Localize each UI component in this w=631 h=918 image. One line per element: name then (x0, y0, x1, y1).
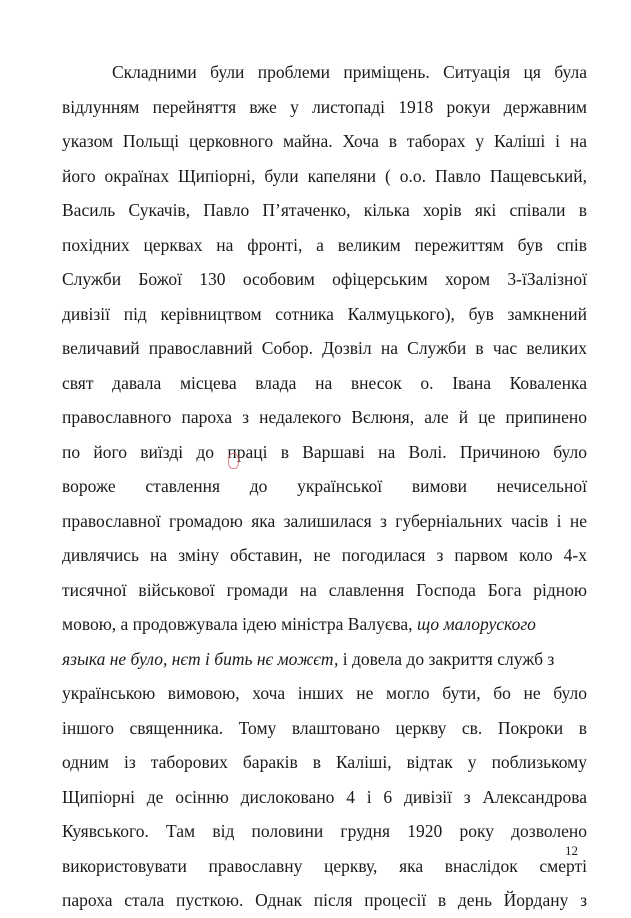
text-line: Куявського. Там від половини грудня 1920 року дозволено (62, 821, 587, 841)
text-segment: і довела до закриття служб з (342, 648, 555, 669)
text-line: пароха стала пусткою. Однак після процесії в день Йордану з (62, 890, 587, 910)
text-line: відлунням перейняття вже у листопаді 1918 рокуи державним (62, 96, 587, 117)
text-line: Щипіорні де осінню дислоковано 4 і 6 дивізії з Александрова (62, 786, 587, 807)
text-line: Складними були проблеми приміщень. Ситуація ця була (112, 62, 587, 82)
text-line: похідних церквах на фронті, а великим пережиттям був спів (62, 234, 587, 255)
text-line: указом Польщі церковного майна. Хоча в таборах у Каліші і на (62, 131, 587, 151)
text-line-mixed (62, 607, 587, 642)
text-line: дивлячись на зміну обставин, не погодилася з парвом коло 4-х (62, 545, 587, 565)
italic-quote: языка не було, нєт і бить нє можєт, (62, 648, 339, 669)
text-line: вороже ставлення до української вимови нечисельної (62, 476, 587, 496)
text-line: використовувати православну церкву, яка внаслідок смерті (62, 855, 587, 876)
text-segment: мовою, а продовжувала ідею міністра Валуєва, (62, 614, 413, 634)
text-line: по його виїзді до праці в Варшаві на Волі. Причиною було (62, 441, 587, 462)
text-line: іншого священника. Тому влаштовано церкву св. Покроки в (62, 717, 587, 738)
text-line: його окраїнах Щипіорні, були капеляни ( о.о. Павло Пащевський, (62, 165, 587, 186)
text-line: одним із таборових бараків в Каліші, відтак у поблизькому (62, 752, 587, 772)
italic-quote: що малоруского (416, 614, 536, 634)
ink-correction-mark (228, 453, 239, 469)
text-line: величавий православний Собор. Дозвіл на Служби в час великих (62, 338, 587, 358)
text-line: Василь Сукачів, Павло П’ятаченко, кілька хорів які співали в (62, 200, 587, 220)
text-line: дивізії під керівництвом сотника Калмуцького), був замкнений (62, 303, 587, 324)
text-line-mixed (62, 642, 587, 677)
text-line: Служби Божої 130 особовим офіцерським хором 3-їЗалізної (62, 269, 587, 289)
text-line: українською вимовою, хоча інших не могло бути, бо не було (62, 683, 587, 703)
body-paragraph (62, 55, 587, 918)
text-line: свят давала місцева влада на внесок о. Івана Коваленка (62, 372, 587, 393)
text-line: тисячної військової громади на славлення Господа Бога рідною (62, 579, 587, 600)
page-number: 12 (565, 843, 578, 858)
text-line: православного пароха з недалекого Вєлюня, але й це припинено (62, 407, 587, 427)
text-line: православної громадою яка залишилася з губерніальних часів і не (62, 510, 587, 531)
